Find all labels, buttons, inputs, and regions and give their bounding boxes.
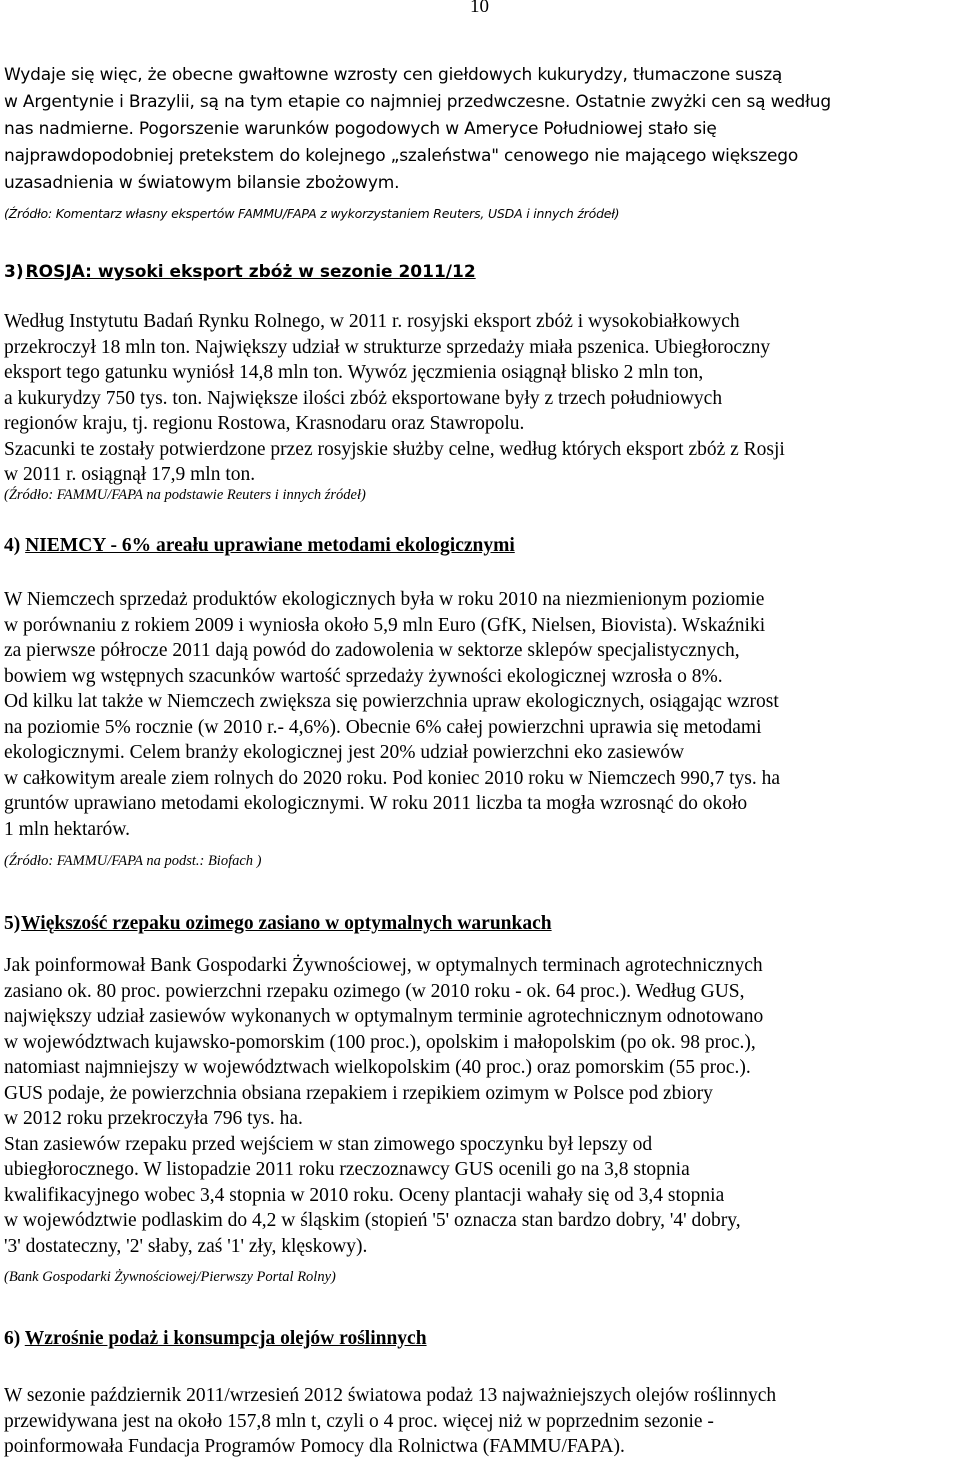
section3-line: Według Instytutu Badań Rynku Rolnego, w 2011 r. rosyjski eksport zbóż i wysokobiałkowych xyxy=(4,311,740,332)
section6-line: przewidywana jest na około 157,8 mln t, czyli o 4 proc. więcej niż w poprzednim sezonie - xyxy=(4,1410,714,1432)
section5-line: natomiast najmniejszy w województwach wielkopolskim (40 proc.) oraz pomorskim (55 proc.). xyxy=(4,1057,751,1078)
section5-line: Jak poinformował Bank Gospodarki Żywnościowej, w optymalnych terminach agrotechnicznych xyxy=(4,955,763,976)
section6-body xyxy=(4,1383,956,1460)
section4-number: 4) xyxy=(4,535,21,556)
section6-line: W sezonie październik 2011/wrzesień 2012 światowa podaż 13 najważniejszych olejów roślinnych xyxy=(4,1385,777,1406)
section3-line: a kukurydzy 750 tys. ton. Największe ilości zbóż eksportowane były z trzech południowych xyxy=(4,387,723,409)
section4-line: gruntów uprawiano metodami ekologicznymi. W roku 2011 liczba ta mogła wzrosnąć do około xyxy=(4,793,748,814)
section6-title: Wzrośnie podaż i konsumpcja olejów roślinnych xyxy=(24,1328,427,1349)
section6-heading xyxy=(4,1328,956,1350)
intro-paragraph xyxy=(4,62,956,197)
section6-line: poinformowała Fundacja Programów Pomocy dla Rolnictwa (FAMMU/FAPA). xyxy=(4,1436,625,1457)
section5-line: w województwach kujawsko-pomorskim (100 proc.), opolskim i małopolskim (po ok. 98 proc.), xyxy=(4,1031,756,1053)
section3-line: regionów kraju, tj. regionu Rostowa, Krasnodaru oraz Stawropolu. xyxy=(4,413,525,434)
section5-line: kwalifikacyjnego wobec 3,4 stopnia w 2010 roku. Oceny plantacji wahały się od 3,4 stopnia xyxy=(4,1184,725,1206)
intro-source: (Źródło: Komentarz własny ekspertów FAMMU/FAPA z wykorzystaniem Reuters, USDA i innych źródeł) xyxy=(4,206,620,221)
section3-source: (Źródło: FAMMU/FAPA na podstawie Reuters i innych źródeł) xyxy=(4,487,366,503)
section5-title: Większość rzepaku ozimego zasiano w optymalnych warunkach xyxy=(21,913,552,934)
section3-heading xyxy=(4,262,956,282)
section4-title: NIEMCY - 6% areału uprawiane metodami ekologicznymi xyxy=(25,535,515,556)
section4-line: W Niemczech sprzedaż produktów ekologicznych była w roku 2010 na niezmienionym poziomie xyxy=(4,589,765,610)
page-number: 10 xyxy=(470,0,489,17)
section4-line: na poziomie 5% rocznie (w 2010 r.- 4,6%). Obecnie 6% całej powierzchni uprawia się metodami xyxy=(4,716,762,738)
section4-line: w całkowitym areale ziem rolnych do 2020 roku. Pod koniec 2010 roku w Niemczech 990,7 tys. ha xyxy=(4,767,781,789)
intro-line: nas nadmierne. Pogorszenie warunków pogodowych w Ameryce Południowej stało się xyxy=(4,119,717,139)
section5-line: Stan zasiewów rzepaku przed wejściem w stan zimowego spoczynku był lepszy od xyxy=(4,1133,653,1155)
section4-line: ekologicznymi. Celem branży ekologicznej jest 20% udział powierzchni eko zasiewów xyxy=(4,742,685,763)
intro-line: Wydaje się więc, że obecne gwałtowne wzrosty cen giełdowych kukurydzy, tłumaczone suszą xyxy=(4,65,783,85)
section3-line: Szacunki te zostały potwierdzone przez rosyjskie służby celne, według których eksport zbóż z Rosji xyxy=(4,438,785,460)
section3-line: w 2011 r. osiągnął 17,9 mln ton. xyxy=(4,464,256,485)
section3-line: eksport tego gatunku wyniósł 14,8 mln ton. Wywóz jęczmienia osiągnął blisko 2 mln ton, xyxy=(4,362,704,383)
intro-line: uzasadnienia w światowym bilansie zbożowym. xyxy=(4,173,400,193)
section6-number: 6) xyxy=(4,1328,21,1349)
section5-line: '3' dostateczny, '2' słaby, zaś '1' zły, klęskowy). xyxy=(4,1235,368,1257)
section4-line: Od kilku lat także w Niemczech zwiększa się powierzchnia upraw ekologicznych, osiągając wzrost xyxy=(4,691,779,712)
section5-line: w województwie podlaskim do 4,2 w śląskim (stopień '5' oznacza stan bardzo dobry, '4' dobry, xyxy=(4,1210,741,1231)
section4-line: bowiem wg wstępnych szacunków wartość sprzedaży żywności ekologicznej wzrosła o 8%. xyxy=(4,665,723,687)
intro-line: w Argentynie i Brazylii, są na tym etapie co najmniej przedwczesne. Ostatnie zwyżki cen są według xyxy=(4,92,831,112)
section4-body xyxy=(4,587,956,842)
section5-line: GUS podaje, że powierzchnia obsiana rzepakiem i rzepikiem ozimym w Polsce pod zbiory xyxy=(4,1082,713,1104)
section5-number: 5) xyxy=(4,913,21,934)
section3-body xyxy=(4,309,956,488)
section5-line: zasiano ok. 80 proc. powierzchni rzepaku ozimego (w 2010 roku - ok. 64 proc.). Według GUS, xyxy=(4,980,745,1002)
section4-line: za pierwsze półrocze 2011 dają powód do zadowolenia w sektorze sklepów specjalistycznych, xyxy=(4,640,740,661)
section5-line: ubiegłorocznego. W listopadzie 2011 roku rzeczoznawcy GUS ocenili go na 3,8 stopnia xyxy=(4,1159,690,1180)
section5-line: w 2012 roku przekroczyła 796 tys. ha. xyxy=(4,1108,303,1129)
section3-number: 3) xyxy=(4,262,24,282)
section3-line: przekroczył 18 mln ton. Największy udział w strukturze sprzedaży miała pszenica. Ubiegłoroczny xyxy=(4,336,771,358)
section4-heading xyxy=(4,535,956,557)
section4-line: w porównaniu z rokiem 2009 i wyniosła około 5,9 mln Euro (GfK, Nielsen, Biovista). Wskaźniki xyxy=(4,614,766,636)
intro-line: najprawdopodobniej pretekstem do kolejnego „szaleństwa" cenowego nie mającego większego xyxy=(4,146,799,166)
section3-title: ROSJA: wysoki eksport zbóż w sezonie 2011/12 xyxy=(25,262,476,282)
section5-line: największy udział zasiewów wykonanych w optymalnym terminie agrotechnicznym odnotowano xyxy=(4,1006,764,1027)
section5-body xyxy=(4,953,956,1259)
section4-line: 1 mln hektarów. xyxy=(4,818,130,840)
section5-source: (Bank Gospodarki Żywnościowej/Pierwszy Portal Rolny) xyxy=(4,1269,336,1285)
section4-source: (Źródło: FAMMU/FAPA na podst.: Biofach ) xyxy=(4,853,262,869)
section5-heading xyxy=(4,913,956,935)
